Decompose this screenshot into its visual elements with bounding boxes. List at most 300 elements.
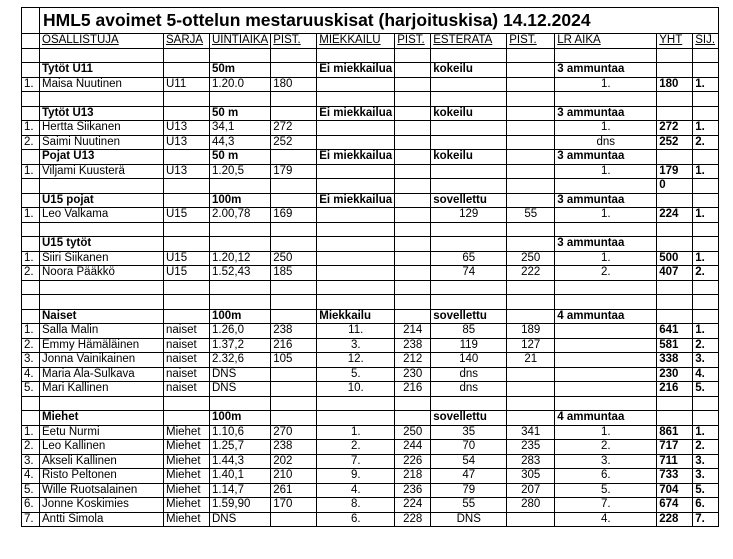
empty-cell	[271, 48, 317, 63]
empty-cell	[164, 48, 210, 63]
swim-time-cell: 1.44,3	[210, 454, 271, 469]
group-row	[22, 309, 719, 324]
group-series-cell	[164, 237, 210, 252]
empty-cell	[657, 92, 693, 107]
group-swim-time-cell: 100m	[210, 309, 271, 324]
total-cell: 581	[657, 338, 693, 353]
laser-run-cell: 5.	[555, 483, 657, 498]
group-row	[22, 411, 719, 426]
fencing-cell: 11.	[317, 324, 395, 339]
group-total-cell	[657, 193, 693, 208]
header-fencing-points: PIST.	[395, 34, 431, 49]
group-swim-time-cell: 100m	[210, 411, 271, 426]
empty-cell	[164, 280, 210, 295]
table-row	[22, 512, 719, 527]
empty-cell	[317, 48, 395, 63]
group-series-cell	[164, 309, 210, 324]
group-participant-cell: Naiset	[40, 309, 164, 324]
rank-cell: 1.	[22, 324, 40, 339]
group-rank-cell	[22, 150, 40, 165]
obstacle-cell: 119	[431, 338, 507, 353]
participant-cell: Noora Pääkkö	[40, 266, 164, 281]
group-obstacle-points-cell	[507, 150, 555, 165]
group-fencing-cell: Ei miekkailua	[317, 63, 395, 78]
rank-cell: 7.	[22, 512, 40, 527]
total-cell: 216	[657, 382, 693, 397]
group-series-cell	[164, 150, 210, 165]
header-sij: SIJ.	[693, 34, 719, 49]
header-esterata: ESTERATA	[431, 34, 507, 49]
group-swim-points-cell	[271, 63, 317, 78]
swim-points-cell: 250	[271, 251, 317, 266]
group-swim-time-cell: 50 m	[210, 150, 271, 165]
total-cell: 861	[657, 425, 693, 440]
group-series-cell	[164, 106, 210, 121]
rank-cell	[22, 179, 40, 194]
group-swim-points-cell	[271, 237, 317, 252]
series-cell: naiset	[164, 338, 210, 353]
obstacle-cell: 65	[431, 251, 507, 266]
group-obstacle-cell	[431, 237, 507, 252]
group-participant-cell: Miehet	[40, 411, 164, 426]
empty-cell	[431, 92, 507, 107]
swim-time-cell: 2.00,78	[210, 208, 271, 223]
group-laser-run-cell: 3 ammuntaa	[555, 106, 657, 121]
obstacle-points-cell	[507, 121, 555, 136]
rank-cell: 1.	[22, 208, 40, 223]
series-cell: U15	[164, 208, 210, 223]
group-fencing-points-cell	[395, 237, 431, 252]
placement-cell: 2.	[693, 440, 719, 455]
obstacle-points-cell	[507, 77, 555, 92]
empty-cell	[210, 396, 271, 411]
swim-points-cell	[271, 512, 317, 527]
series-cell: Miehet	[164, 512, 210, 527]
header-obstacle-points: PIST.	[507, 34, 555, 49]
placement-cell: 2.	[693, 338, 719, 353]
swim-time-cell: DNS	[210, 382, 271, 397]
participant-cell: Akseli Kallinen	[40, 454, 164, 469]
empty-cell	[431, 222, 507, 237]
group-obstacle-points-cell	[507, 63, 555, 78]
group-rank-cell	[22, 309, 40, 324]
laser-run-cell: 7.	[555, 498, 657, 513]
placement-cell: 3.	[693, 469, 719, 484]
laser-run-cell: 1.	[555, 77, 657, 92]
placement-cell: 2.	[693, 266, 719, 281]
group-total-cell	[657, 411, 693, 426]
group-swim-time-cell: 50m	[210, 63, 271, 78]
obstacle-cell: 70	[431, 440, 507, 455]
empty-cell	[22, 92, 40, 107]
obstacle-cell: 35	[431, 425, 507, 440]
group-rank-cell	[22, 63, 40, 78]
group-fencing-cell	[317, 237, 395, 252]
empty-cell	[431, 295, 507, 310]
obstacle-points-cell: 222	[507, 266, 555, 281]
total-cell: 230	[657, 367, 693, 382]
fencing-points-cell: 226	[395, 454, 431, 469]
group-obstacle-cell: sovellettu	[431, 193, 507, 208]
swim-points-cell: 210	[271, 469, 317, 484]
fencing-points-cell: 218	[395, 469, 431, 484]
rank-cell: 2.	[22, 338, 40, 353]
swim-points-cell: 216	[271, 338, 317, 353]
rank-cell: 3.	[22, 353, 40, 368]
fencing-points-cell	[395, 208, 431, 223]
fencing-points-cell: 214	[395, 324, 431, 339]
empty-cell	[507, 92, 555, 107]
page-title: HML5 avoimet 5-ottelun mestaruuskisat (harjoituskisa) 14.12.2024	[40, 8, 719, 34]
group-obstacle-points-cell	[507, 309, 555, 324]
laser-run-cell: 1.	[555, 425, 657, 440]
group-fencing-cell: Miekkailu	[317, 309, 395, 324]
participant-cell: Leo Valkama	[40, 208, 164, 223]
rank-cell: 1.	[22, 425, 40, 440]
series-cell	[164, 179, 210, 194]
swim-points-cell: 179	[271, 164, 317, 179]
group-participant-cell: Tytöt U11	[40, 63, 164, 78]
swim-time-cell: 1.52,43	[210, 266, 271, 281]
fencing-cell: 1.	[317, 425, 395, 440]
swim-time-cell: 1.40,1	[210, 469, 271, 484]
fencing-cell: 6.	[317, 512, 395, 527]
placement-cell: 1.	[693, 324, 719, 339]
swim-time-cell: 1.59,90	[210, 498, 271, 513]
empty-cell	[507, 48, 555, 63]
series-cell: U13	[164, 164, 210, 179]
swim-points-cell: 202	[271, 454, 317, 469]
empty-cell	[271, 222, 317, 237]
rank-cell: 6.	[22, 498, 40, 513]
obstacle-cell	[431, 77, 507, 92]
fencing-cell: 9.	[317, 469, 395, 484]
group-obstacle-points-cell	[507, 237, 555, 252]
placement-cell: 4.	[693, 367, 719, 382]
laser-run-cell: 4.	[555, 512, 657, 527]
total-cell: 272	[657, 121, 693, 136]
group-obstacle-cell: kokeilu	[431, 63, 507, 78]
group-fencing-points-cell	[395, 193, 431, 208]
table-row	[22, 367, 719, 382]
group-fencing-cell: Ei miekkailua	[317, 106, 395, 121]
swim-points-cell: 238	[271, 440, 317, 455]
laser-run-cell	[555, 338, 657, 353]
swim-time-cell: 1.10,6	[210, 425, 271, 440]
empty-cell	[693, 92, 719, 107]
group-laser-run-cell: 3 ammuntaa	[555, 237, 657, 252]
rank-cell: 5.	[22, 483, 40, 498]
swim-points-cell: 180	[271, 77, 317, 92]
header-uintiaika: UINTIAIKA	[210, 34, 271, 49]
group-fencing-points-cell	[395, 63, 431, 78]
group-rank-cell	[22, 193, 40, 208]
empty-cell	[395, 396, 431, 411]
fencing-cell: 4.	[317, 483, 395, 498]
series-cell: naiset	[164, 324, 210, 339]
swim-time-cell: 1.20.0	[210, 77, 271, 92]
empty-cell	[555, 396, 657, 411]
participant-cell: Eetu Nurmi	[40, 425, 164, 440]
table-row	[22, 425, 719, 440]
empty-cell	[317, 280, 395, 295]
empty-cell	[164, 92, 210, 107]
participant-cell: Viljami Kuusterä	[40, 164, 164, 179]
group-participant-cell: U15 pojat	[40, 193, 164, 208]
obstacle-points-cell	[507, 512, 555, 527]
placement-cell: 1.	[693, 251, 719, 266]
empty-cell	[210, 280, 271, 295]
obstacle-cell: DNS	[431, 512, 507, 527]
table-row	[22, 338, 719, 353]
swim-time-cell: 1.20,5	[210, 164, 271, 179]
table-row	[22, 382, 719, 397]
blank-row	[22, 222, 719, 237]
swim-points-cell: 185	[271, 266, 317, 281]
total-cell: 179	[657, 164, 693, 179]
empty-cell	[507, 280, 555, 295]
rank-cell: 1.	[22, 121, 40, 136]
group-row	[22, 63, 719, 78]
participant-cell	[40, 179, 164, 194]
group-placement-cell	[693, 150, 719, 165]
table-row	[22, 440, 719, 455]
fencing-points-cell: 216	[395, 382, 431, 397]
placement-cell: 1.	[693, 164, 719, 179]
group-row	[22, 106, 719, 121]
series-cell: U15	[164, 251, 210, 266]
swim-points-cell	[271, 367, 317, 382]
laser-run-cell	[555, 353, 657, 368]
obstacle-cell: 54	[431, 454, 507, 469]
fencing-points-cell	[395, 179, 431, 194]
swim-points-cell	[271, 179, 317, 194]
swim-points-cell: 105	[271, 353, 317, 368]
empty-cell	[693, 396, 719, 411]
placement-cell: 3.	[693, 353, 719, 368]
group-fencing-points-cell	[395, 309, 431, 324]
header-miekkailu: MIEKKAILU	[317, 34, 395, 49]
table-row	[22, 454, 719, 469]
swim-points-cell: 238	[271, 324, 317, 339]
obstacle-points-cell: 305	[507, 469, 555, 484]
series-cell: U11	[164, 77, 210, 92]
group-fencing-points-cell	[395, 411, 431, 426]
header-lr-aika: LR AIKA	[555, 34, 657, 49]
empty-cell	[657, 295, 693, 310]
empty-cell	[657, 48, 693, 63]
table-row	[22, 483, 719, 498]
empty-cell	[210, 222, 271, 237]
blank-row	[22, 92, 719, 107]
fencing-points-cell: 228	[395, 512, 431, 527]
empty-cell	[271, 295, 317, 310]
total-cell: 641	[657, 324, 693, 339]
total-cell: 733	[657, 469, 693, 484]
obstacle-cell: 55	[431, 498, 507, 513]
fencing-cell: 8.	[317, 498, 395, 513]
obstacle-cell: dns	[431, 367, 507, 382]
series-cell: Miehet	[164, 469, 210, 484]
fencing-cell: 2.	[317, 440, 395, 455]
group-series-cell	[164, 411, 210, 426]
swim-points-cell: 170	[271, 498, 317, 513]
swim-time-cell: DNS	[210, 512, 271, 527]
fencing-points-cell: 224	[395, 498, 431, 513]
rank-cell: 3.	[22, 454, 40, 469]
obstacle-points-cell	[507, 382, 555, 397]
group-total-cell	[657, 237, 693, 252]
table-row	[22, 121, 719, 136]
laser-run-cell: 1.	[555, 121, 657, 136]
empty-cell	[507, 222, 555, 237]
swim-time-cell: 44,3	[210, 135, 271, 150]
swim-time-cell: 1.37,2	[210, 338, 271, 353]
empty-cell	[317, 295, 395, 310]
empty-cell	[22, 222, 40, 237]
table-row	[22, 208, 719, 223]
obstacle-points-cell: 250	[507, 251, 555, 266]
total-cell: 338	[657, 353, 693, 368]
group-fencing-points-cell	[395, 150, 431, 165]
obstacle-points-cell: 55	[507, 208, 555, 223]
group-obstacle-points-cell	[507, 193, 555, 208]
participant-cell: Maria Ala-Sulkava	[40, 367, 164, 382]
group-obstacle-cell: sovellettu	[431, 411, 507, 426]
empty-cell	[164, 295, 210, 310]
group-swim-time-cell: 100m	[210, 193, 271, 208]
group-participant-cell: U15 tytöt	[40, 237, 164, 252]
placement-cell: 1.	[693, 425, 719, 440]
header-yht: YHT	[657, 34, 693, 49]
swim-time-cell	[210, 179, 271, 194]
empty-cell	[431, 48, 507, 63]
table-row	[22, 164, 719, 179]
total-cell: 0	[657, 179, 693, 194]
empty-cell	[555, 280, 657, 295]
series-cell: Miehet	[164, 498, 210, 513]
group-participant-cell: Tytöt U13	[40, 106, 164, 121]
group-swim-points-cell	[271, 106, 317, 121]
empty-cell	[555, 48, 657, 63]
fencing-cell	[317, 208, 395, 223]
obstacle-cell	[431, 121, 507, 136]
group-row	[22, 193, 719, 208]
obstacle-points-cell: 207	[507, 483, 555, 498]
empty-cell	[317, 396, 395, 411]
obstacle-points-cell	[507, 164, 555, 179]
obstacle-cell: 79	[431, 483, 507, 498]
empty-cell	[164, 396, 210, 411]
obstacle-points-cell: 127	[507, 338, 555, 353]
group-fencing-cell: Ei miekkailua	[317, 193, 395, 208]
group-rank-cell	[22, 237, 40, 252]
rank-cell: 1.	[22, 164, 40, 179]
empty-cell	[693, 222, 719, 237]
rank-cell: 2.	[22, 440, 40, 455]
obstacle-cell: 85	[431, 324, 507, 339]
laser-run-cell: 3.	[555, 454, 657, 469]
group-fencing-cell	[317, 411, 395, 426]
fencing-points-cell: 238	[395, 338, 431, 353]
group-rank-cell	[22, 106, 40, 121]
series-cell: naiset	[164, 353, 210, 368]
total-cell: 500	[657, 251, 693, 266]
fencing-cell	[317, 179, 395, 194]
empty-cell	[395, 48, 431, 63]
series-cell: Miehet	[164, 483, 210, 498]
group-laser-run-cell: 3 ammuntaa	[555, 63, 657, 78]
placement-cell: 6.	[693, 498, 719, 513]
participant-cell: Leo Kallinen	[40, 440, 164, 455]
placement-cell: 5.	[693, 483, 719, 498]
group-laser-run-cell: 4 ammuntaa	[555, 411, 657, 426]
empty-cell	[431, 396, 507, 411]
empty-cell	[657, 280, 693, 295]
laser-run-cell	[555, 179, 657, 194]
laser-run-cell	[555, 324, 657, 339]
obstacle-points-cell: 21	[507, 353, 555, 368]
obstacle-points-cell: 235	[507, 440, 555, 455]
obstacle-cell: 140	[431, 353, 507, 368]
table-row	[22, 324, 719, 339]
group-placement-cell	[693, 106, 719, 121]
rank-cell: 5.	[22, 382, 40, 397]
empty-cell	[271, 396, 317, 411]
header-osallistuja: OSALLISTUJA	[40, 34, 164, 49]
empty-cell	[693, 295, 719, 310]
empty-cell	[395, 280, 431, 295]
title-row	[22, 8, 719, 34]
blank-row	[22, 48, 719, 63]
laser-run-cell	[555, 382, 657, 397]
laser-run-cell: dns	[555, 135, 657, 150]
total-cell: 704	[657, 483, 693, 498]
swim-points-cell: 261	[271, 483, 317, 498]
empty-cell	[22, 396, 40, 411]
fencing-cell: 7.	[317, 454, 395, 469]
rank-cell: 1.	[22, 251, 40, 266]
fencing-points-cell	[395, 135, 431, 150]
fencing-cell	[317, 164, 395, 179]
obstacle-points-cell: 341	[507, 425, 555, 440]
swim-time-cell: 1.25,7	[210, 440, 271, 455]
group-row	[22, 237, 719, 252]
empty-cell	[317, 92, 395, 107]
fencing-cell: 10.	[317, 382, 395, 397]
participant-cell: Siiri Siikanen	[40, 251, 164, 266]
swim-points-cell: 272	[271, 121, 317, 136]
laser-run-cell: 6.	[555, 469, 657, 484]
empty-cell	[40, 48, 164, 63]
empty-cell	[271, 92, 317, 107]
group-placement-cell	[693, 309, 719, 324]
table-row	[22, 498, 719, 513]
fencing-points-cell: 244	[395, 440, 431, 455]
group-swim-points-cell	[271, 150, 317, 165]
obstacle-cell: 74	[431, 266, 507, 281]
group-fencing-cell: Ei miekkailua	[317, 150, 395, 165]
participant-cell: Salla Malin	[40, 324, 164, 339]
group-swim-time-cell: 50 m	[210, 106, 271, 121]
group-obstacle-points-cell	[507, 411, 555, 426]
placement-cell: 2.	[693, 135, 719, 150]
obstacle-cell	[431, 179, 507, 194]
fencing-points-cell: 230	[395, 367, 431, 382]
group-obstacle-cell: kokeilu	[431, 106, 507, 121]
total-cell: 224	[657, 208, 693, 223]
swim-points-cell: 270	[271, 425, 317, 440]
